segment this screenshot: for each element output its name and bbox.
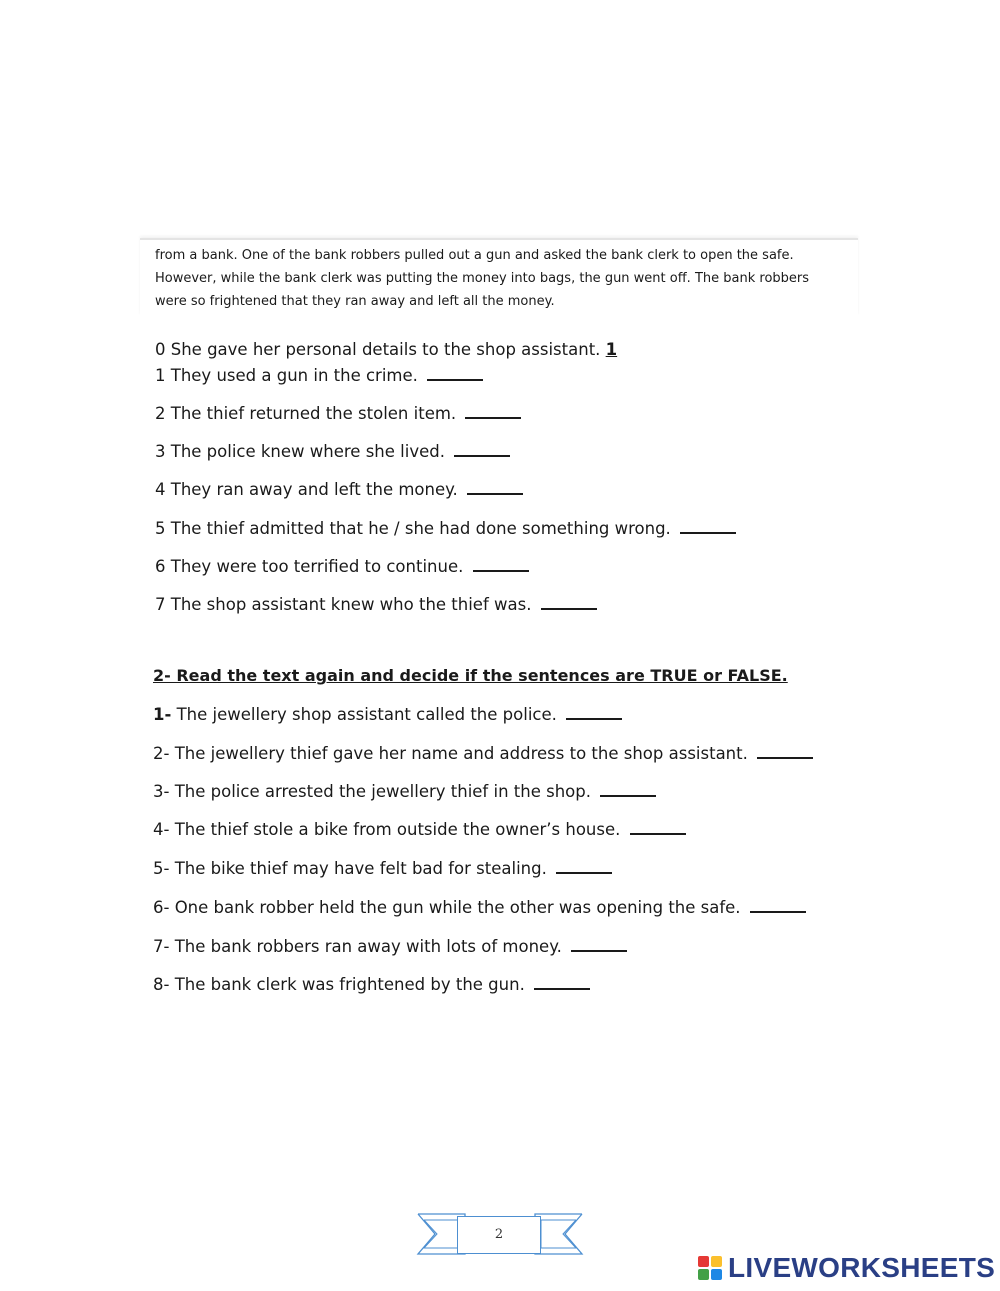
answer-blank[interactable] [465, 416, 521, 419]
passage-line: from a bank. One of the bank robbers pulled out a gun and asked the bank clerk to open the safe. [155, 248, 794, 263]
answer-blank[interactable] [541, 607, 597, 610]
question-item [155, 404, 521, 423]
answer-blank[interactable] [427, 378, 483, 381]
question-number: 5- [153, 859, 170, 878]
question-text: The bike thief may have felt bad for stealing. [169, 859, 547, 878]
question-text: 7 The shop assistant knew who the thief was. [155, 595, 532, 614]
question-item [153, 898, 806, 917]
answer-blank[interactable] [566, 717, 622, 720]
answer-blank[interactable] [680, 531, 736, 534]
question-text: 6 They were too terrified to continue. [155, 557, 464, 576]
passage-line: However, while the bank clerk was putting the money into bags, the gun went off. The bank robbers [155, 271, 810, 286]
question-text: The police arrested the jewellery thief in the shop. [169, 782, 591, 801]
question-text: 3 The police knew where she lived. [155, 442, 445, 461]
question-number: 4- [153, 820, 170, 839]
example-answer: 1 [605, 340, 618, 359]
question-number: 8- [153, 975, 170, 994]
question-item [153, 975, 590, 994]
question-item [153, 937, 627, 956]
question-item [155, 442, 510, 461]
question-text: 1 They used a gun in the crime. [155, 366, 418, 385]
question-number: 1- [153, 705, 172, 724]
question-text: The thief stole a bike from outside the owner’s house. [169, 820, 621, 839]
answer-blank[interactable] [757, 756, 813, 759]
reading-passage [140, 238, 858, 316]
answer-blank[interactable] [556, 871, 612, 874]
question-text: One bank robber held the gun while the other was opening the safe. [169, 898, 741, 917]
question-number: 3- [153, 782, 170, 801]
answer-blank[interactable] [467, 492, 523, 495]
question-item [153, 744, 813, 763]
page-number: 2 [457, 1216, 541, 1254]
answer-blank[interactable] [600, 794, 656, 797]
question-item [155, 519, 736, 538]
answer-blank[interactable] [571, 949, 627, 952]
answer-blank[interactable] [630, 832, 686, 835]
page-number-ribbon [415, 1208, 585, 1260]
question-item [153, 782, 656, 801]
question-text: The bank robbers ran away with lots of money. [169, 937, 562, 956]
question-text: The jewellery shop assistant called the police. [171, 705, 557, 724]
question-item [155, 366, 483, 385]
passage-line: were so frightened that they ran away and left all the money. [155, 294, 555, 309]
answer-blank[interactable] [473, 569, 529, 572]
question-number: 6- [153, 898, 170, 917]
logo-text: LIVEWORKSHEETS [728, 1252, 996, 1283]
section-heading: 2- Read the text again and decide if the sentences are TRUE or FALSE. [153, 666, 788, 685]
question-text: The bank clerk was frightened by the gun. [169, 975, 525, 994]
example-text: 0 She gave her personal details to the shop assistant. [155, 340, 601, 359]
question-item [155, 480, 523, 499]
question-item [155, 557, 529, 576]
question-number: 2- [153, 744, 170, 763]
answer-blank[interactable] [750, 910, 806, 913]
question-text: 4 They ran away and left the money. [155, 480, 458, 499]
answer-blank[interactable] [534, 987, 590, 990]
question-item [153, 705, 622, 724]
question-text: The jewellery thief gave her name and address to the shop assistant. [169, 744, 748, 763]
question-item [155, 595, 597, 614]
question-text: 5 The thief admitted that he / she had done something wrong. [155, 519, 671, 538]
question-text: 2 The thief returned the stolen item. [155, 404, 457, 423]
example-question [155, 340, 617, 359]
question-item [153, 859, 612, 878]
question-number: 7- [153, 937, 170, 956]
answer-blank[interactable] [454, 454, 510, 457]
question-item [153, 820, 686, 839]
logo-icon [698, 1256, 724, 1286]
